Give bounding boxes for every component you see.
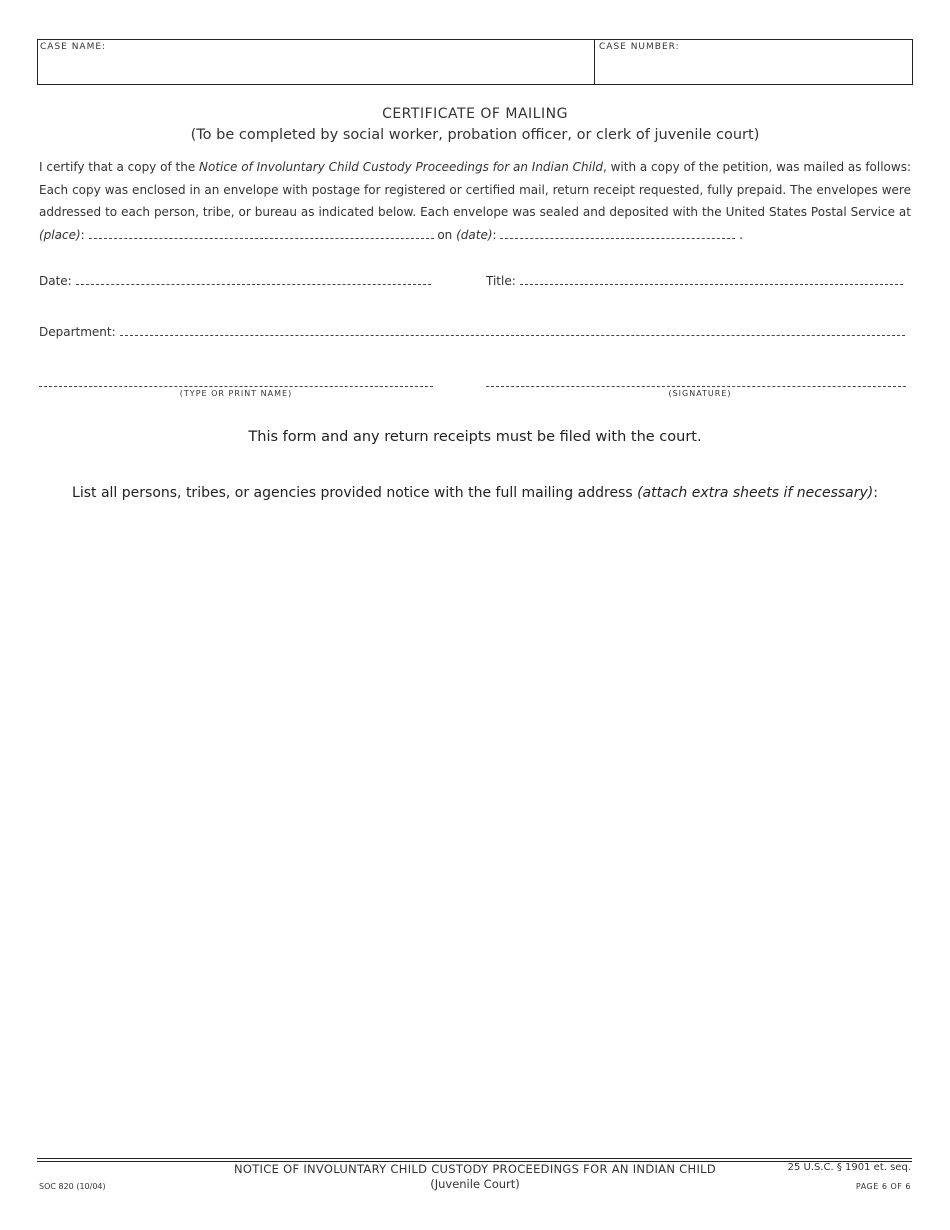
mail-date-field[interactable]	[500, 226, 735, 239]
statute-reference: 25 U.S.C. § 1901 et. seq.	[787, 1162, 911, 1173]
department-label: Department:	[39, 325, 116, 339]
page-number: PAGE 6 OF 6	[855, 1182, 911, 1191]
footer-title-block	[200, 1162, 750, 1192]
case-name-field[interactable]	[40, 56, 590, 82]
case-name-label: CASE NAME:	[40, 42, 107, 52]
filing-notice: This form and any return receipts must be filed with the court.	[248, 429, 702, 445]
place-label: (place)	[39, 227, 81, 242]
signature-line[interactable]	[486, 385, 906, 387]
print-name-caption: (TYPE OR PRINT NAME)	[179, 389, 293, 398]
date-label: Date:	[39, 274, 72, 288]
footer-subtitle: (Juvenile Court)	[430, 1177, 520, 1191]
form-id: SOC 820 (10/04)	[39, 1182, 106, 1191]
department-row	[39, 323, 905, 339]
mail-date-label: (date)	[456, 227, 493, 242]
signature-caption: (SIGNATURE)	[668, 389, 732, 398]
header-divider	[594, 39, 595, 85]
certificate-subtitle: (To be completed by social worker, probation officer, or clerk of juvenile court)	[190, 127, 760, 143]
date-field[interactable]	[76, 272, 431, 285]
recipients-area[interactable]	[39, 515, 911, 1135]
footer-title: NOTICE OF INVOLUNTARY CHILD CUSTODY PROCEEDINGS FOR AN INDIAN CHILD	[233, 1162, 717, 1176]
title-field[interactable]	[520, 272, 903, 285]
title-label: Title:	[486, 274, 516, 288]
place-field[interactable]	[89, 226, 434, 239]
list-instruction: List all persons, tribes, or agencies provided notice with the full mailing address (attach extra sheets if necessary):	[72, 485, 878, 501]
print-name-line[interactable]	[39, 385, 433, 387]
case-number-label: CASE NUMBER:	[599, 42, 680, 52]
title-row	[486, 272, 903, 288]
department-field[interactable]	[120, 323, 905, 336]
footer-rule-top	[37, 1158, 912, 1159]
certificate-title: CERTIFICATE OF MAILING	[382, 106, 568, 122]
certification-paragraph: I certify that a copy of the Notice of Involuntary Child Custody Proceedings for an Indian Child, with a copy of the petition, was mailed as follows: Each copy was enclosed in an envelope with postage for registered or certified mail, return receipt requested, fully prepaid. The envelopes were addressed to each person, tribe, or bureau as indicated below. Each envelope was sealed and deposited with the United States Postal Service at (place): on (date): .	[39, 160, 912, 242]
case-number-field[interactable]	[599, 56, 907, 82]
date-row	[39, 272, 431, 288]
